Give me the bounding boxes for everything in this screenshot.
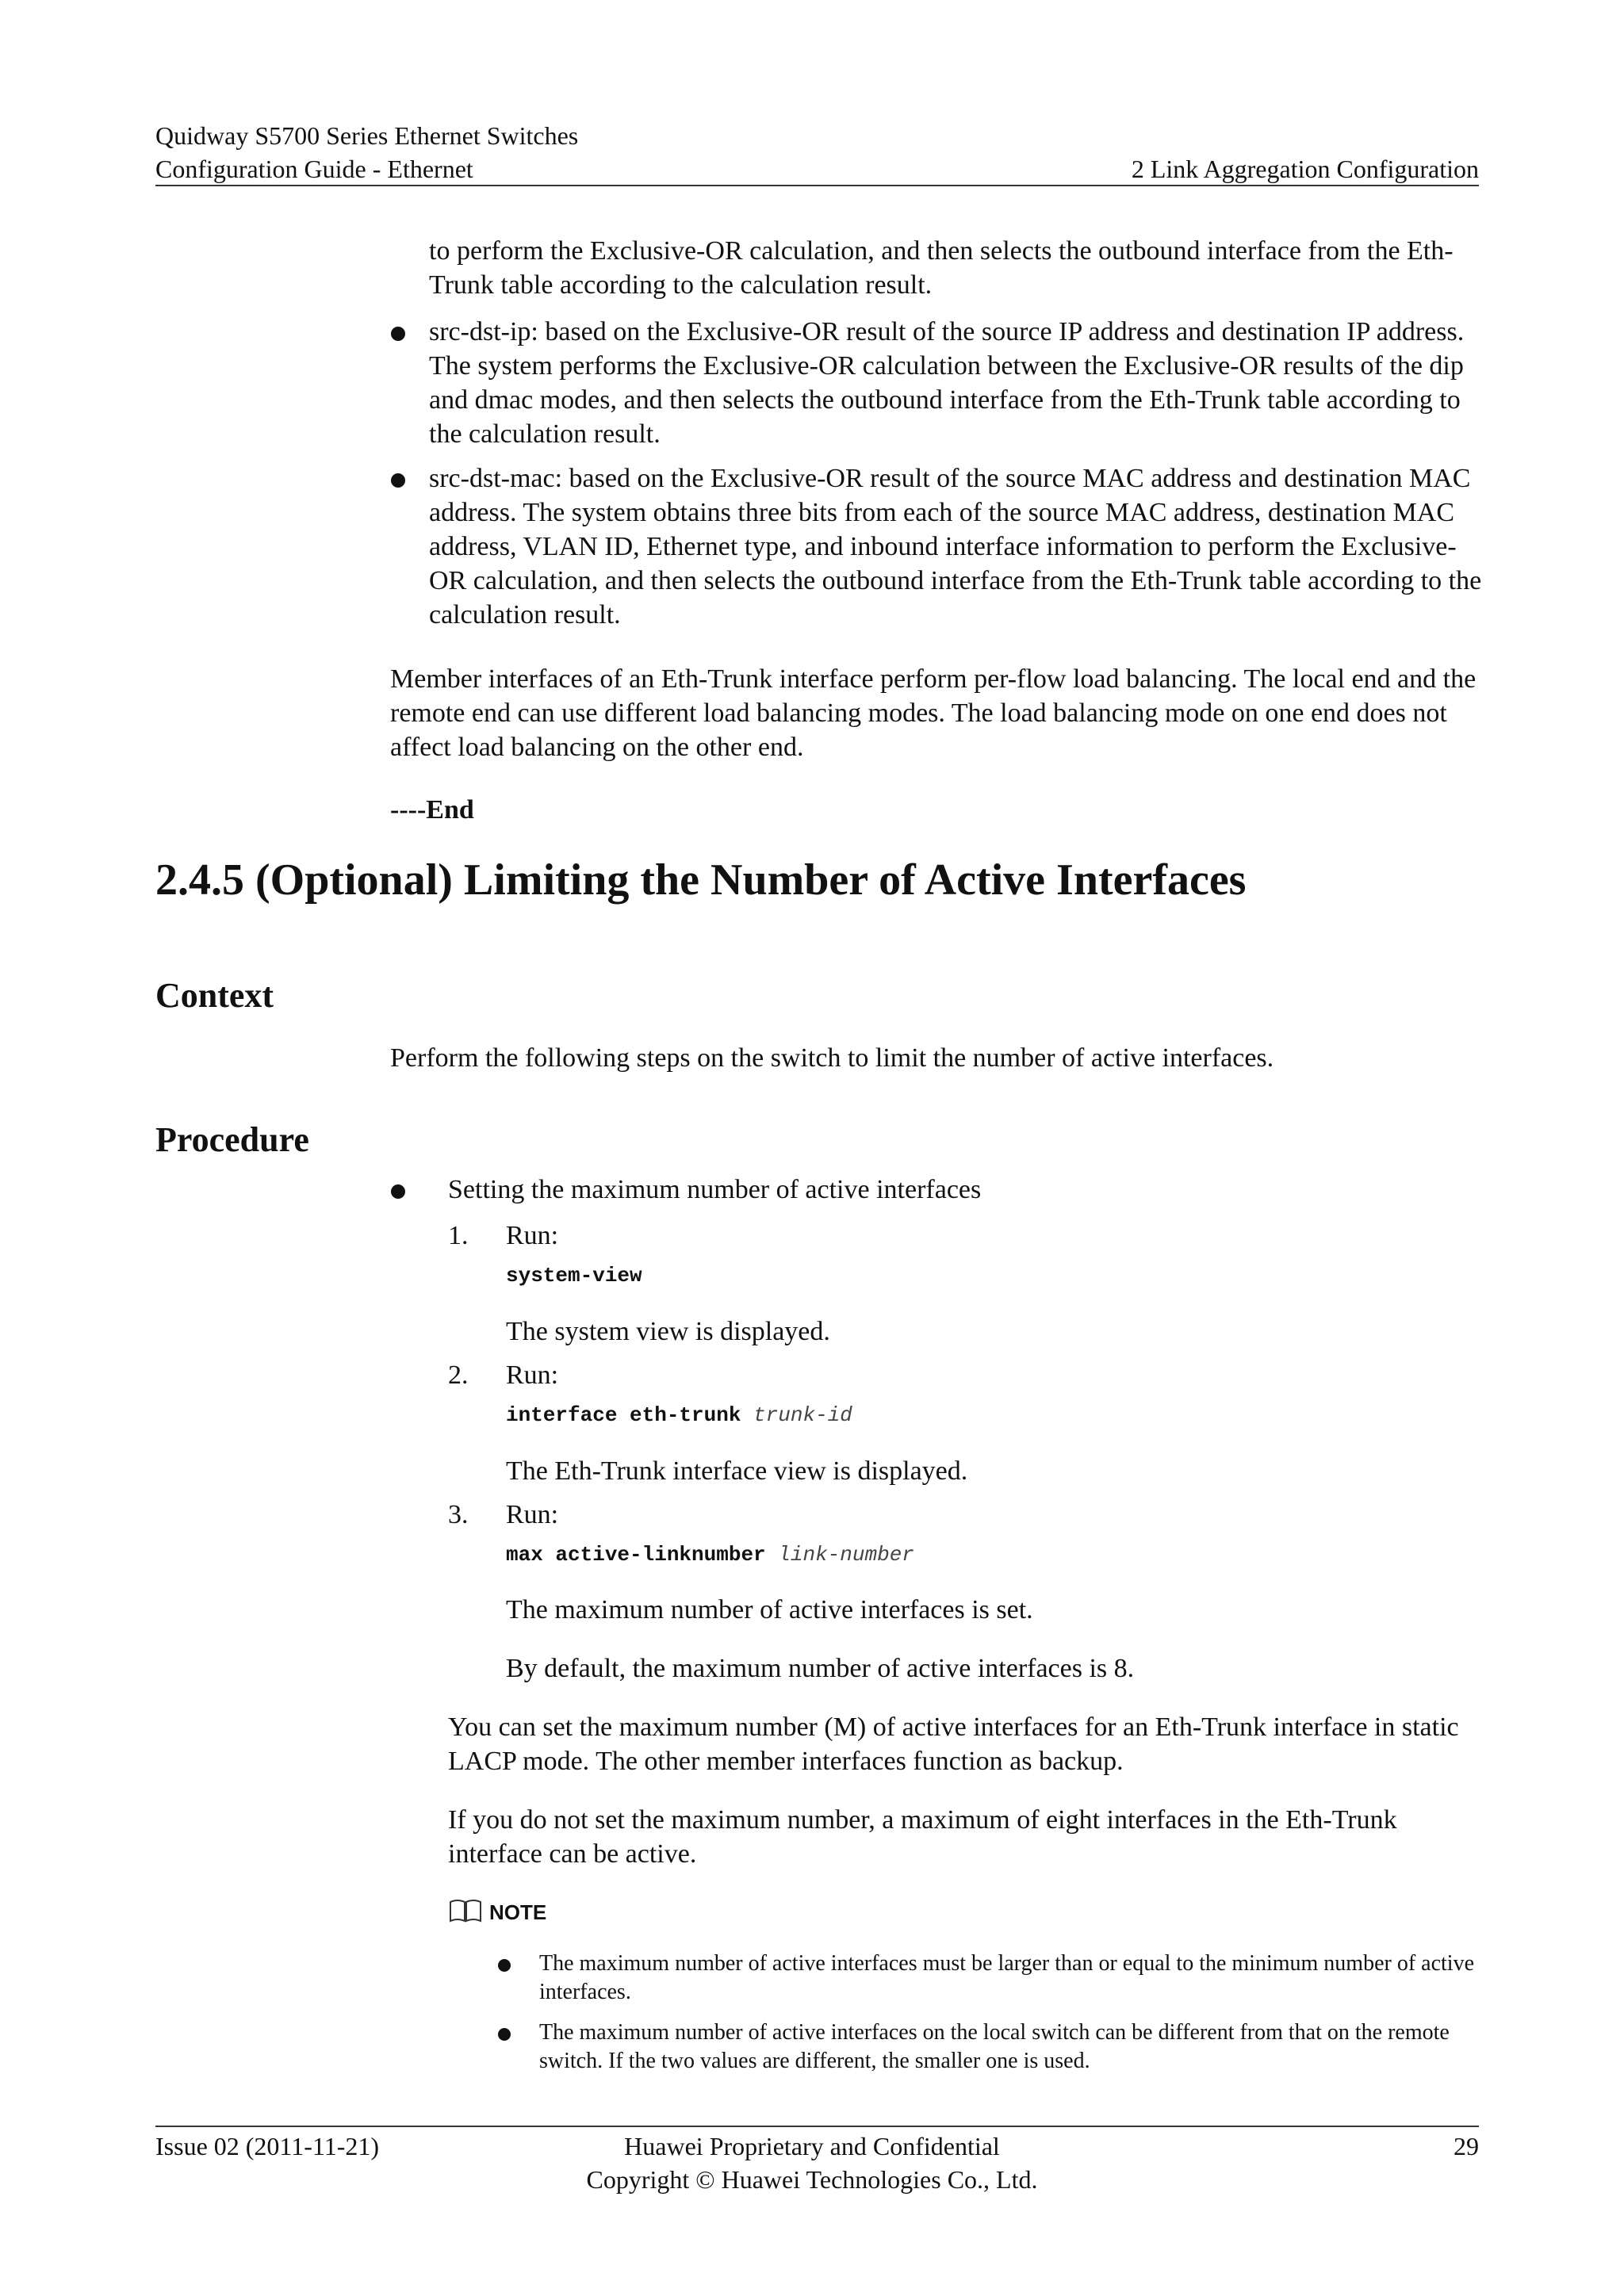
step-number: 3. [448,1500,469,1529]
bullet-src-dst-mac: src-dst-mac: based on the Exclusive-OR result of the source MAC address and destination MAC address. The system obtains three bits from each of the source MAC address, destination MAC address, VLAN ID, Ethernet type, and inbound interface information to perform the Exclusive-OR calculation, and then selects the outbound interface from the Eth-Trunk table according to the calculation result. [429,464,1482,629]
bullet-src-dst-ip: src-dst-ip: based on the Exclusive-OR result of the source IP address and destination IP address. The system performs the Exclusive-OR calculation between the Exclusive-OR results of the dip and dmac modes, and then selects the outbound interface from the Eth-Trunk table according to the calculation result. [429,317,1465,449]
command-argument: trunk-id [753,1403,852,1427]
step-command [506,1402,852,1429]
note-label: NOTE [489,1900,547,1924]
step-run-label: Run: [506,1360,559,1390]
intro-continuation: to perform the Exclusive-OR calculation, and then selects the outbound interface from the Eth-Trunk table according to the calculation result. [429,236,1454,300]
context-text: Perform the following steps on the switch to limit the number of active interfaces. [390,1043,1274,1073]
default-max-paragraph: If you do not set the maximum number, a maximum of eight interfaces in the Eth-Trunk interface can be active. [448,1805,1397,1869]
step-number: 2. [448,1360,469,1390]
header-chapter: 2 Link Aggregation Configuration [1131,155,1479,183]
default-text: By default, the maximum number of active interfaces is 8. [506,1654,1135,1683]
step-run-label: Run: [506,1500,559,1529]
procedure-heading: Procedure [155,1120,309,1159]
bullet-dot [498,1959,511,1972]
footer-issue: Issue 02 (2011-11-21) [155,2132,380,2160]
bullet-dot [391,473,405,488]
command-keyword: interface eth-trunk [506,1403,741,1427]
footer-page-number: 29 [1454,2132,1479,2160]
step-command [506,1262,642,1289]
step-run-label: Run: [506,1221,559,1250]
note-item: The maximum number of active interfaces must be larger than or equal to the minimum number of active interfaces. [539,1951,1474,2004]
section-title: 2.4.5 (Optional) Limiting the Number of Active Interfaces [155,855,1247,905]
step-result: The Eth-Trunk interface view is displayed. [506,1456,968,1486]
command-keyword: system-view [506,1264,642,1288]
step-result: The system view is displayed. [506,1317,830,1346]
procedure-bullet: Setting the maximum number of active interfaces [448,1175,982,1204]
bullet-dot [498,2028,511,2041]
bullet-dot [391,327,405,341]
step-result: The maximum number of active interfaces is set. [506,1595,1033,1624]
footer-proprietary: Huawei Proprietary and Confidential [624,2132,1000,2160]
command-argument: link-number [778,1543,914,1567]
footer-rule [155,2126,1479,2127]
footer-copyright: Copyright © Huawei Technologies Co., Ltd. [586,2165,1038,2194]
note-item: The maximum number of active interfaces on the local switch can be different from that on the remote switch. If the two values are different, the smaller one is used. [539,2020,1450,2073]
note-block [448,1897,546,1929]
command-keyword: max active-linknumber [506,1543,766,1567]
step-command [506,1541,914,1568]
max-number-paragraph: You can set the maximum number (M) of active interfaces for an Eth-Trunk interface in static LACP mode. The other member interfaces function as backup. [448,1712,1459,1776]
header-rule [155,185,1479,186]
end-marker: ----End [390,795,474,825]
member-paragraph: Member interfaces of an Eth-Trunk interface perform per-flow load balancing. The local end and the remote end can use different load balancing modes. The load balancing mode on one end does not affect load balancing on the other end. [390,664,1477,762]
header-guide: Configuration Guide - Ethernet [155,155,473,183]
context-heading: Context [155,976,274,1015]
book-icon [448,1897,483,1928]
step-number: 1. [448,1221,469,1250]
header-product: Quidway S5700 Series Ethernet Switches [155,121,579,150]
bullet-dot [391,1184,405,1199]
